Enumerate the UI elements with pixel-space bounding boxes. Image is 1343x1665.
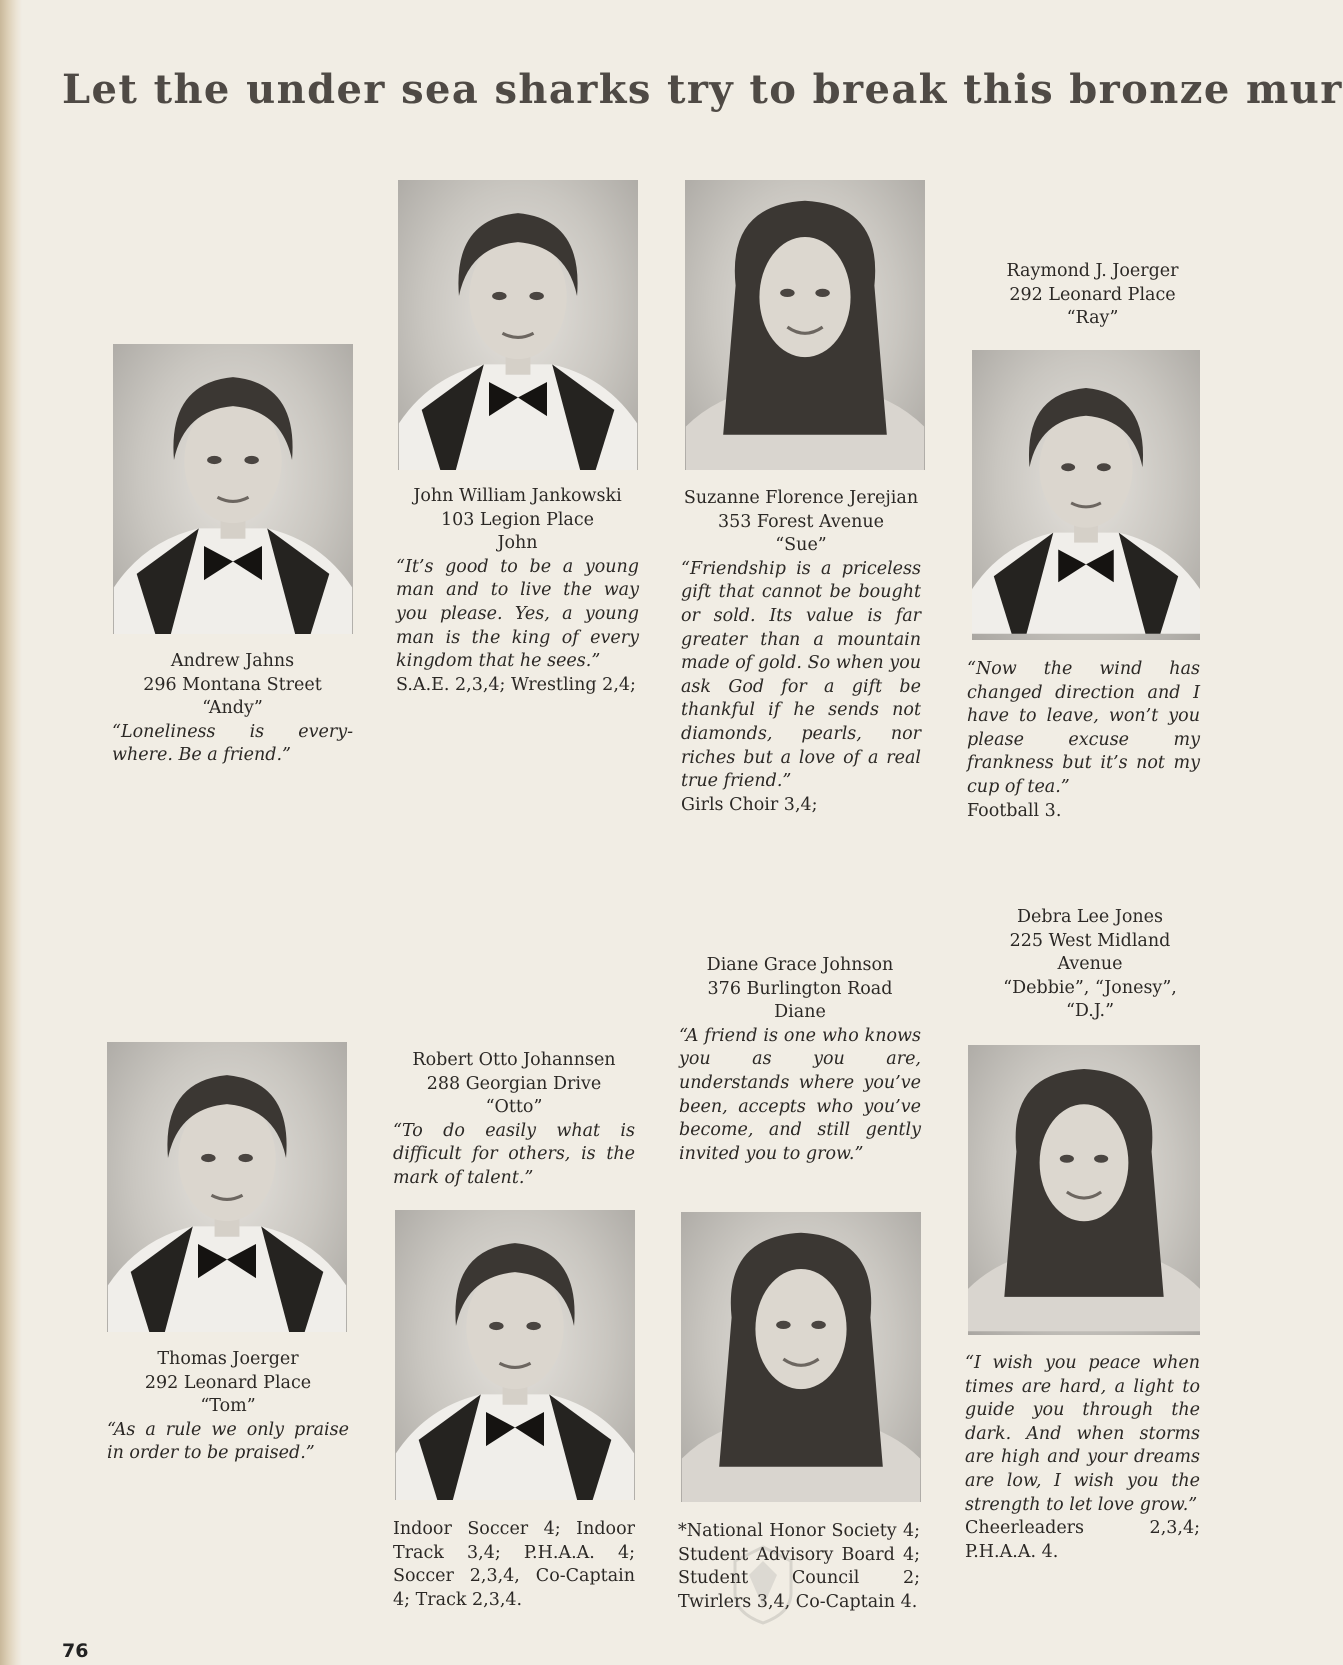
page-number: 76 (62, 1640, 89, 1662)
student-entry-john-jankowski (396, 485, 639, 697)
student-photo-raymond-joerger (972, 350, 1200, 640)
student-activities: Cheerleaders 2,3,4; P.H.A.A. 4. (965, 1518, 1200, 1562)
portrait-image (398, 180, 638, 470)
student-name: Debra Lee Jones (1016, 907, 1163, 927)
student-activities: Football 3. (967, 800, 1062, 821)
student-photo-thomas-joerger (107, 1042, 347, 1332)
student-quote: “A friend is one who knows you as you are, understands where you’ve been, accepts who you’ve become, and still gently invited you to grow.” (679, 1025, 921, 1164)
portrait-image (107, 1042, 347, 1332)
student-name: Andrew Jahns (170, 651, 295, 671)
student-photo-debra-jones (968, 1045, 1200, 1335)
student-quote: “Loneliness is every-where. Be a friend.” (112, 721, 353, 766)
student-address: 376 Burlington Road (707, 978, 893, 999)
student-address: 296 Montana Street (143, 674, 322, 695)
honor-society-seal (733, 1545, 793, 1625)
student-quote: “Now the wind has changed direction and I have to leave, won’t you please excuse my frankness but it’s not my cup of tea.” (967, 659, 1200, 797)
portrait-image (681, 1212, 921, 1502)
student-entry-thomas-joerger (107, 1348, 349, 1466)
student-address: 103 Legion Place (440, 509, 595, 530)
student-name: Suzanne Florence Jerejian (683, 488, 919, 508)
student-address: 292 Leonard Place (1009, 284, 1176, 305)
student-entry-raymond-joerger (967, 658, 1200, 823)
student-address: 292 Leonard Place (144, 1372, 312, 1393)
page-binding-edge (0, 0, 22, 1665)
student-name: Diane Grace Johnson (706, 955, 894, 975)
student-photo-diane-johnson (681, 1212, 921, 1502)
student-name: John William Jankowski (413, 486, 622, 506)
student-quote: “I wish you peace when times are hard, a light to guide you through the dark. And when storms are high and your dreams are low, I wish you the strength to let love grow.” (965, 1353, 1200, 1515)
student-photo-john-jankowski (398, 180, 638, 470)
student-activities: S.A.E. 2,3,4; Wrestling 2,4; (396, 674, 636, 695)
student-address: 225 West Midland Avenue (1009, 930, 1171, 975)
portrait-image (395, 1210, 635, 1500)
student-address: 288 Georgian Drive (426, 1073, 602, 1094)
student-nickname: “Ray” (1066, 308, 1119, 329)
student-activities: Indoor Soccer 4; Indoor Track 3,4; P.H.A.A. 4; Soccer 2,3,4, Co-Captain 4; Track 2,3,4. (393, 1519, 635, 1610)
student-nickname: John (497, 533, 538, 554)
student-nickname: “Andy” (202, 698, 263, 719)
student-quote: “To do easily what is difficult for others, is the mark of talent.” (393, 1120, 635, 1188)
student-entry-suzanne-jerejian (681, 487, 921, 817)
student-nickname: “Debbie”, “Jonesy”, “D.J.” (1003, 977, 1177, 1022)
student-name: Thomas Joerger (157, 1349, 299, 1369)
student-photo-suzanne-jerejian (685, 180, 925, 470)
page-title: Let the under sea sharks try to break this bronze mur (62, 66, 1343, 113)
student-entry-andrew-jahns (112, 650, 353, 768)
student-nickname: “Sue” (775, 535, 827, 556)
student-name: Robert Otto Johannsen (412, 1050, 616, 1070)
portrait-image (972, 350, 1200, 640)
portrait-image (685, 180, 925, 470)
student-entry-debra-jones (980, 906, 1200, 1024)
student-quote: “Friendship is a priceless gift that cannot be bought or sold. Its value is far greater than a mountain made of gold. So when you ask God for a gift be thankful if he sends not diamonds, pearls, nor riches but a love of a real true friend.” (681, 558, 921, 792)
student-photo-andrew-jahns (113, 344, 353, 634)
student-entry-diane-johnson (679, 954, 921, 1166)
student-quote: “It’s good to be a young man and to live the way you please. Yes, a young man is the king of every kingdom that he sees.” (396, 556, 639, 672)
student-nickname: “Otto” (485, 1097, 543, 1118)
student-name-block-raymond-joerger (985, 260, 1200, 331)
portrait-image (113, 344, 353, 634)
portrait-image (968, 1045, 1200, 1335)
student-activities: Girls Choir 3,4; (681, 794, 818, 815)
student-nickname: Diane (774, 1002, 826, 1023)
student-entry-robert-johannsen (393, 1049, 635, 1191)
student-photo-robert-johannsen (395, 1210, 635, 1500)
student-activities-block-diane-johnson (678, 1520, 920, 1614)
student-quote-block-debra-jones (965, 1352, 1200, 1564)
student-nickname: “Tom” (200, 1396, 256, 1417)
student-activities-block-robert-johannsen (393, 1518, 635, 1612)
student-address: 353 Forest Avenue (717, 511, 885, 532)
student-name: Raymond J. Joerger (1006, 261, 1179, 281)
student-activities: *National Honor Society 4; Student Advisory Board 4; Student Council 2; Twirlers 3,4, Co-Captain 4. (678, 1521, 920, 1612)
student-quote: “As a rule we only praise in order to be praised.” (107, 1419, 349, 1464)
